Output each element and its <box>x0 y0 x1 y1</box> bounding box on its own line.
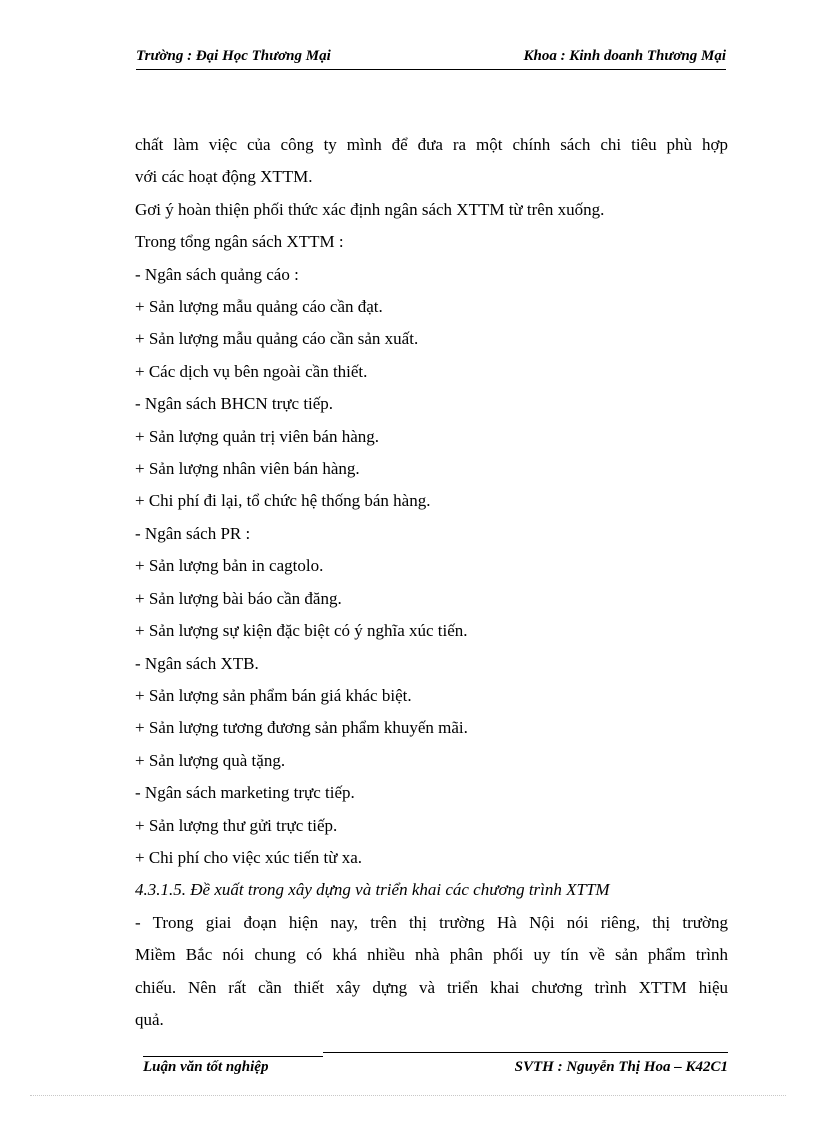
list-item: + Sản lượng quản trị viên bán hàng. <box>135 426 380 446</box>
header-school: Trường : Đại Học Thương Mại <box>136 48 331 64</box>
list-item: + Sản lượng mẫu quảng cáo cần đạt. <box>135 297 383 317</box>
section-line-1: - Trong giai đoạn hiện nay, trên thị trường Hà Nội nói riêng, thị trường <box>135 912 728 932</box>
footer-author: SVTH : Nguyễn Thị Hoa – K42C1 <box>514 1059 728 1075</box>
section-line-3: chiếu. Nên rất cần thiết xây dựng và triển khai chương trình XTTM hiệu <box>135 977 728 997</box>
list-item: Gơi ý hoàn thiện phối thức xác định ngân sách XTTM từ trên xuống. <box>135 199 605 219</box>
section-line-2: Miềm Bắc nói chung có khá nhiều nhà phân phối uy tín về sản phẩm trình <box>135 945 728 965</box>
list-item: + Sản lượng bài báo cần đăng. <box>135 588 342 608</box>
list-item: + Sản lượng quà tặng. <box>135 750 286 770</box>
list-item: + Các dịch vụ bên ngoài cần thiết. <box>135 361 368 381</box>
intro-line-1: chất làm việc của công ty mình để đưa ra một chính sách chi tiêu phù hợp <box>135 135 728 154</box>
list-item: + Chi phí cho việc xúc tiến từ xa. <box>135 847 363 867</box>
list-item: - Ngân sách PR : <box>135 523 251 543</box>
list-item: + Sản lượng sự kiện đặc biệt có ý nghĩa xúc tiến. <box>135 621 468 641</box>
list-item: + Sản lượng mẫu quảng cáo cần sản xuất. <box>135 329 419 349</box>
section-heading: 4.3.1.5. Đề xuất trong xây dựng và triển khai các chương trình XTTM <box>135 880 610 900</box>
page-bottom-divider <box>30 1095 786 1096</box>
section-line-4: quả. <box>135 1009 164 1029</box>
page-body <box>135 129 728 1036</box>
list-item: + Chi phí đi lại, tổ chức hệ thống bán hàng. <box>135 491 431 511</box>
list-item: - Ngân sách XTB. <box>135 653 259 673</box>
page-header <box>136 48 726 65</box>
list-item: + Sản lượng nhân viên bán hàng. <box>135 459 360 479</box>
intro-line-2: với các hoạt động XTTM. <box>135 167 313 187</box>
list-item: - Ngân sách BHCN trực tiếp. <box>135 394 334 414</box>
header-rule <box>136 69 726 70</box>
footer-rule-right <box>323 1052 728 1053</box>
list-item: - Ngân sách marketing trực tiếp. <box>135 783 355 803</box>
header-faculty: Khoa : Kinh doanh Thương Mại <box>523 48 726 64</box>
list-item: Trong tổng ngân sách XTTM : <box>135 232 344 252</box>
footer-thesis-label: Luận văn tốt nghiệp <box>143 1059 269 1075</box>
list-item: - Ngân sách quảng cáo : <box>135 264 299 284</box>
list-item: + Sản lượng thư gửi trực tiếp. <box>135 815 338 835</box>
list-item: + Sản lượng tương đương sản phẩm khuyến mãi. <box>135 718 468 738</box>
list-item: + Sản lượng bản in cagtolo. <box>135 556 324 576</box>
list-item: + Sản lượng sản phẩm bán giá khác biệt. <box>135 685 412 705</box>
footer-rule-left <box>143 1056 323 1057</box>
page-footer <box>143 1059 728 1076</box>
